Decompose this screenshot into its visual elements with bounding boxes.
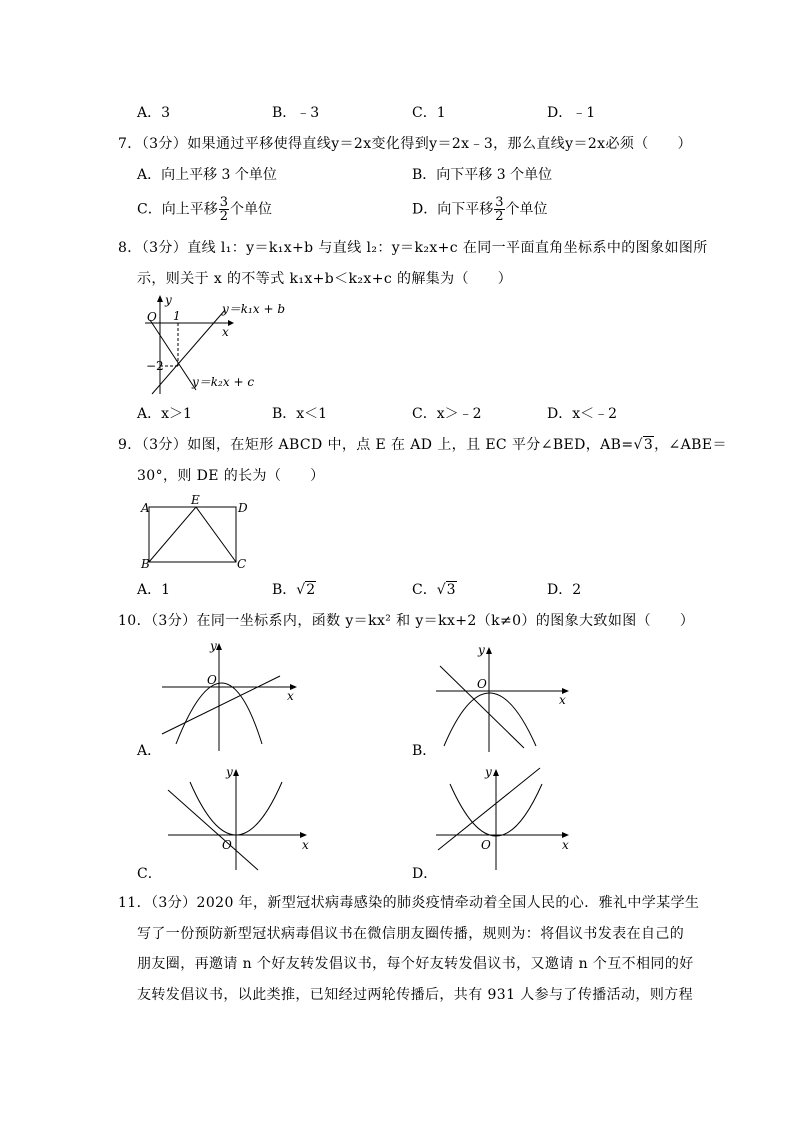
q10-c-line [168, 790, 258, 870]
q7-option-a[interactable]: A．向上平移 3 个单位 [137, 167, 277, 183]
q9-text-b: ，∠ABE＝ [654, 437, 727, 453]
q6-option-b[interactable]: B．﹣3 [272, 105, 320, 121]
q8-option-c[interactable]: C．x＞﹣2 [412, 406, 482, 422]
q9-label-d: D [238, 501, 248, 515]
q9-stem-line1 [118, 436, 727, 454]
q8-label-l2: y＝k₂x + c [192, 375, 255, 389]
q10-graph-c[interactable] [160, 762, 315, 874]
q10-option-b[interactable]: B． [412, 743, 437, 759]
fraction-three-halves: $\frac{3}{2}$ [495, 195, 504, 224]
q8-stem-line1: 8．（3分）直线 l₁：y＝k₁x+b 与直线 l₂：y＝k₂x+c 在同一平面直角坐标系中的图象如图所 [118, 240, 708, 256]
q8-y-arrow [157, 295, 163, 302]
q11-line2: 写了一份预防新型冠状病毒倡议书在微信朋友圈传播，规则为：将倡议书发表在自己的 [137, 926, 685, 942]
q7-option-c[interactable] [137, 196, 272, 223]
svg-text:O: O [207, 673, 217, 687]
sqrt-three: √3 [436, 582, 456, 598]
q8-label-l1: y＝k₁x + b [222, 302, 285, 316]
q10-stem: 10．（3分）在同一坐标系内，函数 y＝kx² 和 y＝kx+2（k≠0）的图象大致如图（ ） [118, 613, 695, 629]
q8-option-b[interactable]: B．x＜1 [272, 406, 328, 422]
svg-text:O: O [222, 838, 232, 852]
q8-line-l2 [150, 320, 196, 390]
q10-graph-b[interactable] [432, 642, 582, 754]
q6-option-a[interactable]: A．3 [137, 105, 171, 121]
q9-option-b[interactable]: B．√2 [272, 582, 316, 598]
q8-stem-line2: 示，则关于 x 的不等式 k₁x+b＜k₂x+c 的解集为（ ） [137, 271, 513, 287]
q8-label-y: y [165, 293, 172, 307]
q11-line3: 朋友圈，再邀请 n 个好友转发倡议书，每个好友转发倡议书，又邀请 n 个互不相同的好 [137, 956, 694, 972]
q10-option-c[interactable]: C． [137, 866, 162, 882]
q8-label-neg2: −2 [146, 359, 164, 373]
q11-line4: 友转发倡议书，以此类推，已知经过两轮传播后，共有 931 人参与了传播活动，则方程 [137, 987, 694, 1003]
q8-option-a[interactable]: A．x＞1 [137, 406, 192, 422]
q10-a-line [162, 676, 280, 734]
q9-option-a[interactable]: A．1 [137, 582, 171, 598]
q10-graph-a[interactable] [158, 636, 308, 754]
q10-option-d[interactable]: D． [412, 866, 438, 882]
q9-rect-abcd [149, 507, 236, 562]
q8-label-one: 1 [173, 309, 181, 323]
q7-option-d[interactable] [412, 196, 548, 223]
q9-rectangle-figure [140, 492, 260, 572]
q11-line1: 11．（3分）2020 年，新型冠状病毒感染的肺炎疫情牵动着全国人民的心．雅礼中学某学生 [118, 895, 700, 911]
svg-text:y: y [210, 639, 217, 653]
q9-option-d[interactable]: D．2 [547, 582, 582, 598]
sqrt-two: √2 [296, 582, 316, 598]
q7-option-d-suffix: 个单位 [505, 201, 548, 218]
q8-graph [140, 290, 300, 400]
q9-text-a: 9．（3分）如图，在矩形 ABCD 中，点 E 在 AD 上，且 EC 平分∠BED，AB= [118, 437, 634, 453]
q10-b-parabola [444, 693, 536, 746]
q8-option-d[interactable]: D．x＜﹣2 [547, 406, 618, 422]
sqrt-three: √3 [633, 437, 654, 453]
q8-label-origin: O [147, 310, 157, 324]
svg-text:O: O [481, 838, 491, 852]
svg-text:x: x [287, 689, 294, 703]
svg-text:y: y [226, 765, 233, 779]
q7-option-b[interactable]: B．向下平移 3 个单位 [412, 167, 553, 183]
q9-segment-be [149, 507, 196, 562]
q6-option-c[interactable]: C．1 [412, 105, 446, 121]
q9-label-e: E [191, 493, 200, 507]
q9-stem-line2: 30°，则 DE 的长为（ ） [137, 468, 325, 484]
svg-text:y: y [478, 643, 485, 657]
q10-graph-d[interactable] [432, 762, 582, 874]
q8-x-arrow [228, 320, 234, 326]
q8-label-x: x [222, 325, 229, 339]
q7-number: 7．（3分） [118, 136, 188, 152]
svg-text:x: x [302, 838, 309, 852]
q10-option-a[interactable]: A． [137, 743, 162, 759]
q7-option-d-prefix: D．向下平移 [412, 201, 494, 218]
q6-option-d[interactable]: D．﹣1 [547, 105, 596, 121]
svg-text:x: x [562, 838, 569, 852]
q9-option-c[interactable]: C．√3 [412, 582, 456, 598]
q7-text: 如果通过平移使得直线y＝2x变化得到y＝2x﹣3，那么直线y＝2x必须（ ） [187, 136, 692, 152]
fraction-three-halves: $\frac{3}{2}$ [219, 195, 228, 224]
q7-option-c-suffix: 个单位 [230, 201, 272, 218]
q9-label-c: C [237, 557, 247, 571]
q9-label-b: B [141, 557, 150, 571]
svg-text:x: x [559, 693, 566, 707]
q7-option-c-prefix: C．向上平移 [137, 201, 218, 218]
svg-text:O: O [477, 677, 487, 691]
q7-stem [118, 135, 692, 153]
q9-label-a: A [141, 501, 150, 515]
svg-text:y: y [485, 765, 492, 779]
q9-segment-ec [196, 507, 236, 562]
